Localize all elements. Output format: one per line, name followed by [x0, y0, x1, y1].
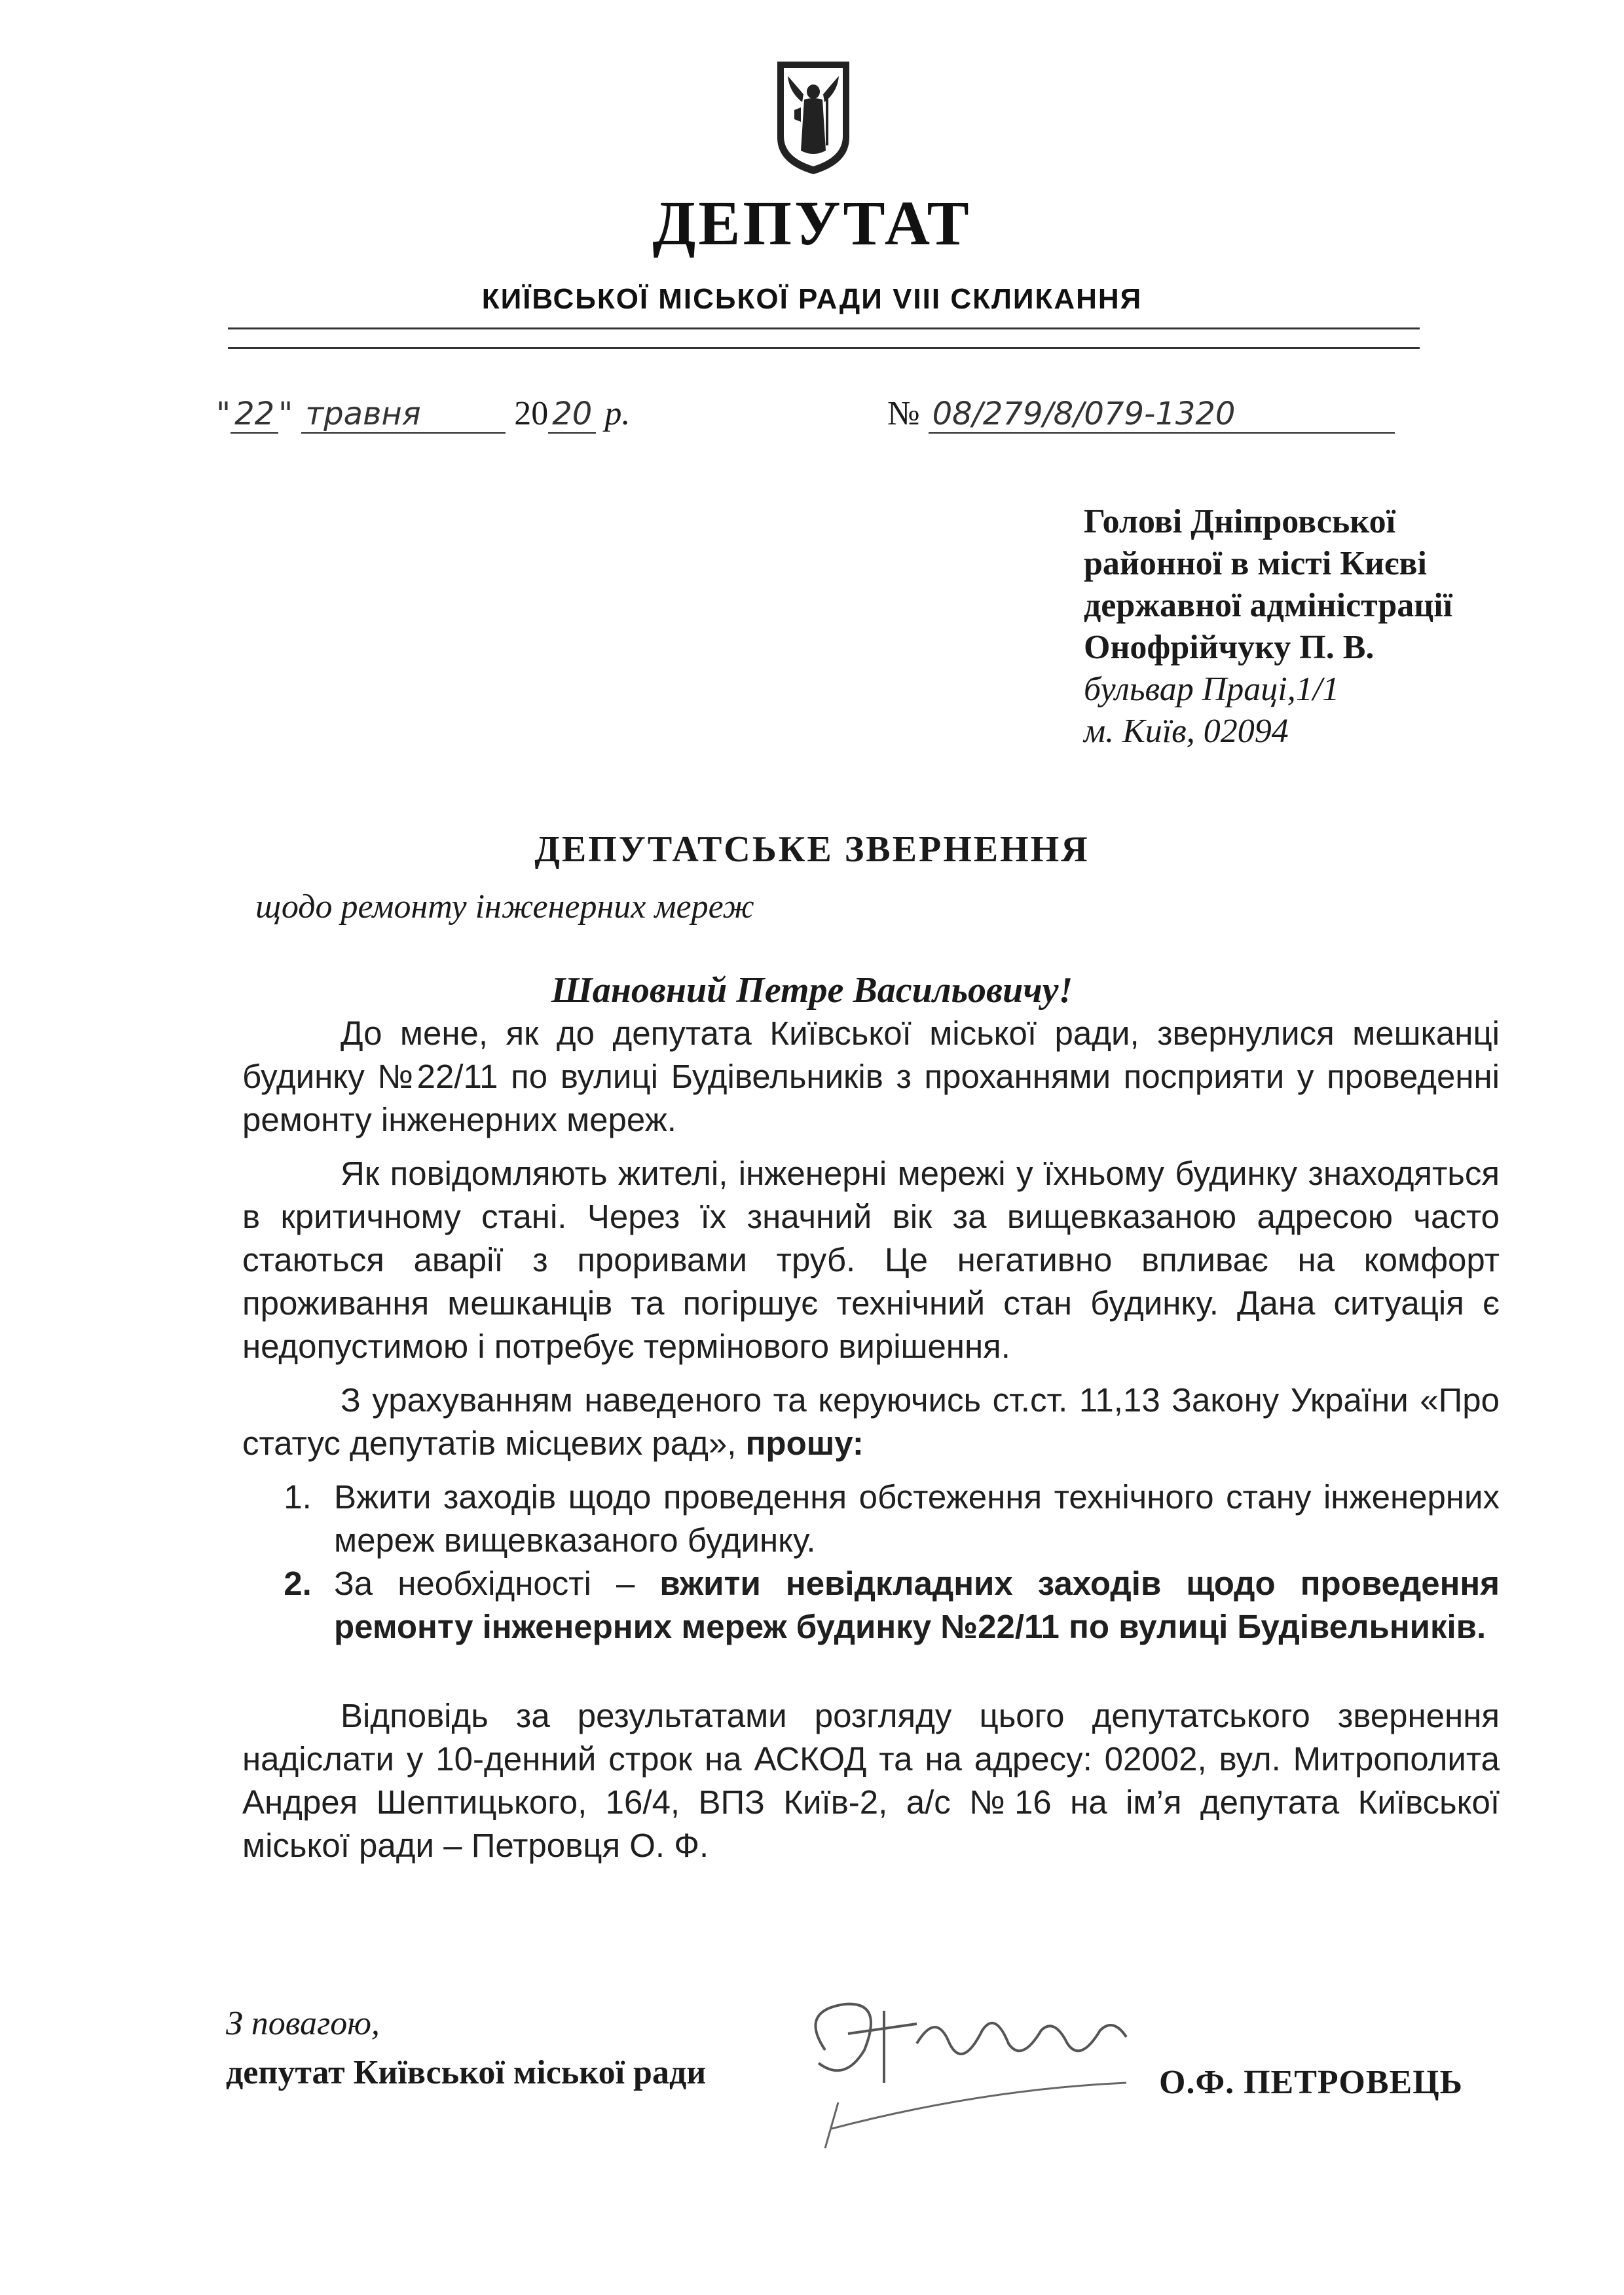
reply-instructions: Відповідь за результатами розгляду цього депутатського звернення надіслати у 10-денний строк на АСКОД та на адресу: 02002, вул. Митрополита Андрея Шептицького, 16/4, ВПЗ Київ-2, а/с №16 на ім’я депутата Київської міської ради – Петровця О. Ф. — [242, 1697, 1500, 1864]
body-paragraph: До мене, як до депутата Київської міської ради, звернулися мешканці будинку №22/11 по вулиці Будівельників з проханнями посприяти у проведенні ремонту інженерних мереж. — [242, 1015, 1500, 1138]
addressee-line: Голові Дніпровської — [1084, 503, 1396, 540]
registration-number — [887, 394, 1395, 434]
request-item: 1. Вжити заходів щодо проведення обстеження технічного стану інженерних мереж вищевказаного будинку. — [321, 1476, 1500, 1562]
date-year-prefix: 20 — [514, 395, 549, 432]
signatory-title: депутат Київської міської ради — [226, 2054, 707, 2091]
letter-body — [242, 1012, 1500, 1878]
addressee-line: державної адміністрації — [1084, 587, 1453, 624]
date-open-quote: " — [216, 396, 231, 432]
date-close-quote: " — [278, 396, 293, 432]
request-item-bold: вжити невідкладних заходів щодо проведення ремонту інженерних мереж будинку №22/11 по вулиці Будівельників. — [334, 1565, 1500, 1645]
closing-phrase: З повагою, — [226, 2005, 380, 2042]
handwritten-signature-icon — [786, 1971, 1153, 2168]
reg-prefix: № — [887, 395, 920, 432]
salutation: Шановний Петре Васильовичу! — [551, 970, 1073, 1011]
document-date — [216, 394, 630, 434]
date-year-suffix: 20 — [548, 396, 596, 434]
request-item — [321, 1562, 1500, 1649]
date-year-mark: р. — [604, 395, 631, 432]
letterhead-title: ДЕПУТАТ — [652, 188, 972, 258]
request-item-lead: За необхідності – — [334, 1565, 660, 1602]
letterhead-subtitle: КИЇВСЬКОЇ МІСЬКОЇ РАДИ VIII СКЛИКАННЯ — [481, 283, 1143, 315]
letterhead-divider-bottom — [228, 347, 1420, 349]
document-title: ДЕПУТАТСЬКЕ ЗВЕРНЕННЯ — [534, 829, 1090, 870]
addressee-line: районної в місті Києві — [1084, 545, 1427, 582]
addressee-name: Онофрійчуку П. В. — [1084, 629, 1375, 666]
request-list — [242, 1476, 1500, 1649]
addressee-block — [1084, 501, 1452, 753]
date-month: травня — [301, 396, 506, 434]
request-intro: З урахуванням наведеного та керуючись ст.ст. 11,13 Закону України «Про статус депутатів місцевих рад», — [242, 1381, 1500, 1462]
addressee-city: м. Київ, 02094 — [1084, 713, 1289, 750]
addressee-street: бульвар Праці,1/1 — [1084, 671, 1340, 708]
body-paragraph: Як повідомляють жителі, інженерні мережі у їхньому будинку знаходяться в критичному стані. Через їх значний вік за вищевказаною адресою часто стаються аварії з проривами труб. Це негативно впливає на комфорт проживання мешканців та погіршує технічний стан будинку. Дана ситуація є недопустимою і потребує термінового вирішення. — [242, 1155, 1500, 1365]
date-day: 22 — [231, 396, 278, 434]
kyiv-coat-of-arms-icon — [775, 59, 852, 177]
document-subject: щодо ремонту інженерних мереж — [255, 888, 754, 925]
letterhead-divider-top — [228, 327, 1420, 329]
request-keyword: прошу: — [745, 1425, 864, 1462]
reg-number-value: 08/279/8/079-1320 — [929, 396, 1395, 434]
body-paragraph — [242, 1379, 1500, 1465]
signatory-name: О.Ф. ПЕТРОВЕЦЬ — [1159, 2064, 1464, 2101]
